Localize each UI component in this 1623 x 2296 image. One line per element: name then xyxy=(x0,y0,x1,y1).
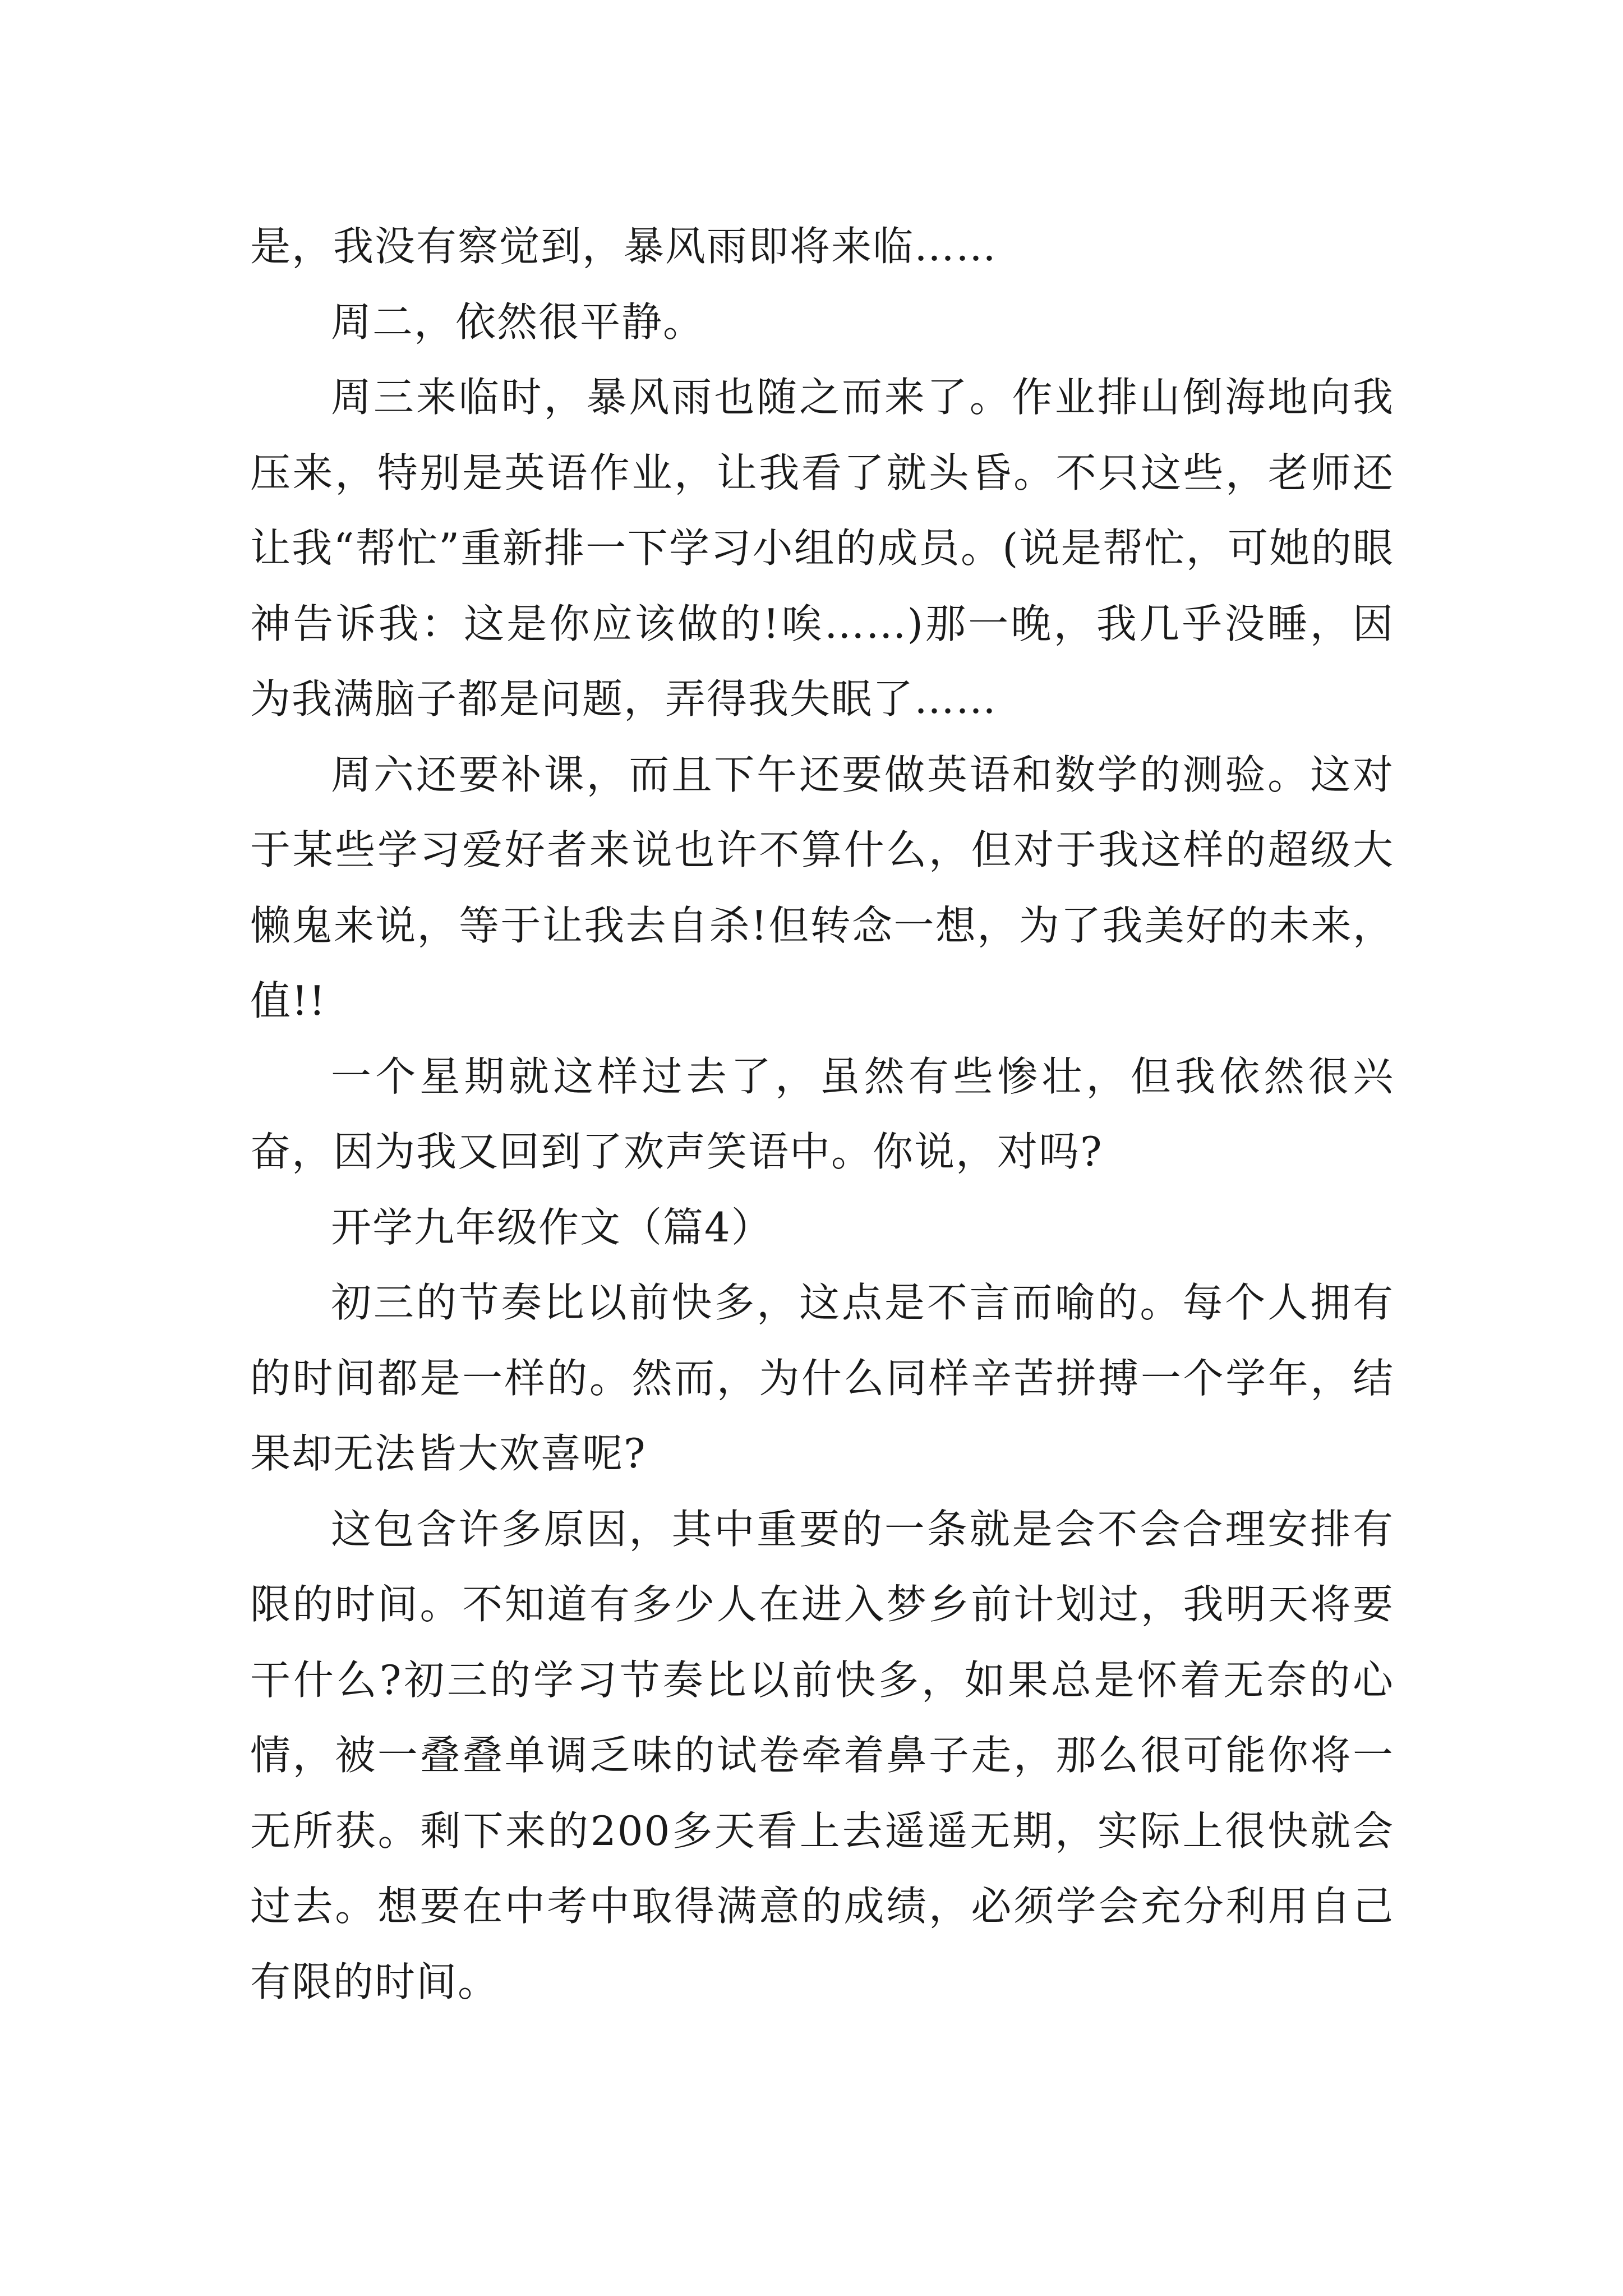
paragraph-continuation: 是，我没有察觉到，暴风雨即将来临…… xyxy=(250,223,998,270)
paragraph-wednesday: 周三来临时，暴风雨也随之而来了。作业排山倒海地向我压来，特别是英语作业，让我看了就头昏。不只这些，老师还让我“帮忙”重新排一下学习小组的成员。(说是帮忙，可她的眼神告诉我：这是你应该做的!唉……)那一晚，我几乎没睡，因为我满脑子都是问题，弄得我失眠了…… xyxy=(250,374,1394,723)
paragraph-saturday: 周六还要补课，而且下午还要做英语和数学的测验。这对于某些学习爱好者来说也许不算什么，但对于我这样的超级大懒鬼来说，等于让我去自杀!但转念一想，为了我美好的未来，值!! xyxy=(250,751,1394,1024)
paragraph-time-management: 这包含许多原因，其中重要的一条就是会不会合理安排有限的时间。不知道有多少人在进入梦乡前计划过，我明天将要干什么?初三的学习节奏比以前快多，如果总是怀着无奈的心情，被一叠叠单调乏味的试卷牵着鼻子走，那么很可能你将一无所获。剩下来的200多天看上去遥遥无期，实际上很快就会过去。想要在中考中取得满意的成绩，必须学会充分利用自己有限的时间。 xyxy=(250,1505,1394,2005)
section-heading: 开学九年级作文（篇4） xyxy=(331,1203,773,1251)
document-body xyxy=(250,209,1394,2019)
paragraph-grade9-pace: 初三的节奏比以前快多，这点是不言而喻的。每个人拥有的时间都是一样的。然而，为什么同样辛苦拼搏一个学年，结果却无法皆大欢喜呢? xyxy=(250,1279,1394,1477)
paragraph-week-summary: 一个星期就这样过去了，虽然有些惨壮，但我依然很兴奋，因为我又回到了欢声笑语中。你说，对吗? xyxy=(250,1052,1394,1175)
paragraph-tuesday: 周二，依然很平静。 xyxy=(331,298,705,346)
